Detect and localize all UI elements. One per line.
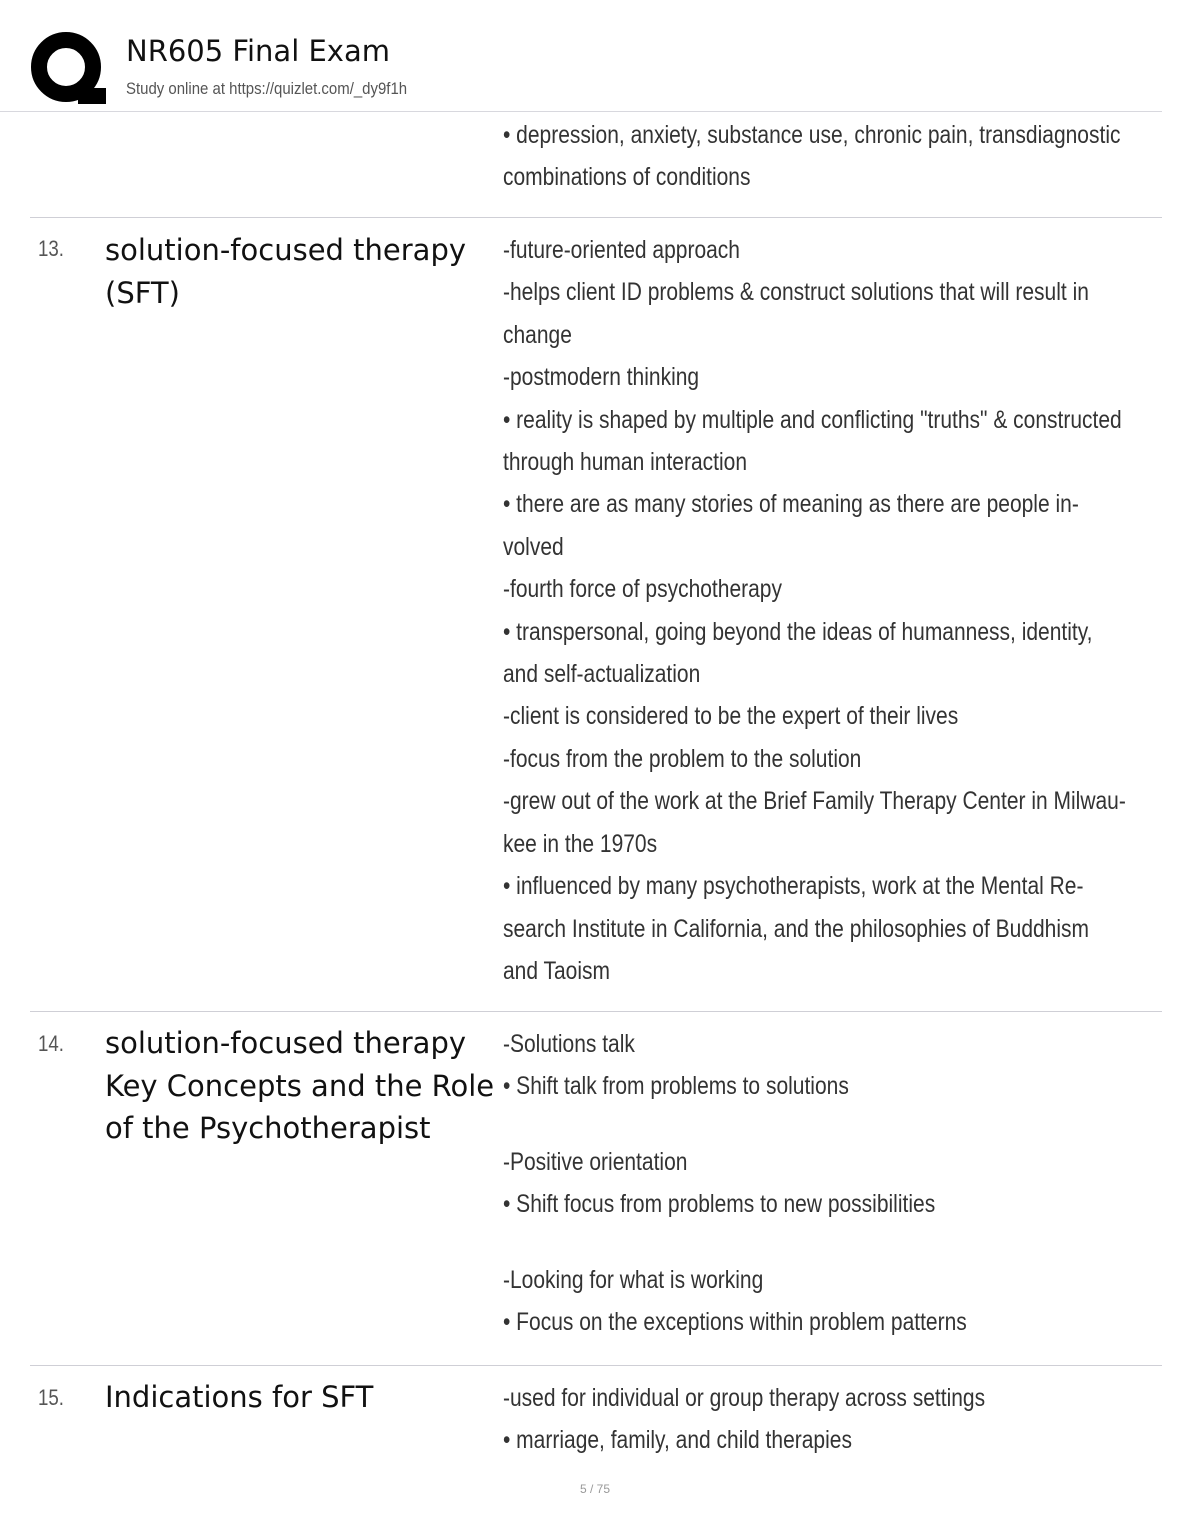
card-divider xyxy=(30,217,1162,218)
header-divider xyxy=(0,111,1162,112)
page-number: 5 / 75 xyxy=(579,1482,611,1496)
card-definition xyxy=(503,1023,1141,1343)
card-divider xyxy=(30,1365,1162,1366)
definition-line: -future-oriented approach xyxy=(503,236,740,264)
study-online-link[interactable]: Study online at https://quizlet.com/_dy9f1h xyxy=(126,79,408,98)
definition-line: -helps client ID problems & construct solutions that will result in xyxy=(503,278,1089,307)
definition-line: and Taoism xyxy=(503,956,611,985)
definition-line: combinations of conditions xyxy=(503,163,751,192)
definition-line: -used for individual or group therapy across settings xyxy=(503,1384,986,1412)
card-number: 13. xyxy=(38,236,65,261)
definition-line: • transpersonal, going beyond the ideas of humanness, identity, xyxy=(503,617,1093,646)
definition-line: • Shift focus from problems to new possibilities xyxy=(503,1190,936,1219)
definition-line: through human interaction xyxy=(503,448,747,477)
definition-line: • reality is shaped by multiple and conflicting "truths" & constructed xyxy=(503,405,1122,434)
definition-line: • there are as many stories of meaning as there are people in- xyxy=(503,490,1079,519)
definition-line: -grew out of the work at the Brief Family Therapy Center in Milwau- xyxy=(503,787,1126,816)
definition-line: • marriage, family, and child therapies xyxy=(503,1426,852,1455)
card-number: 14. xyxy=(38,1031,65,1056)
card-term: solution-focused therapy (SFT) xyxy=(105,233,467,310)
card-number: 15. xyxy=(38,1385,65,1410)
card-divider xyxy=(30,1011,1162,1012)
definition-line: volved xyxy=(503,532,564,561)
definition-line: • Focus on the exceptions within problem patterns xyxy=(503,1308,967,1337)
definition-line: change xyxy=(503,320,572,349)
definition-line: -postmodern thinking xyxy=(503,363,700,392)
definition-line: -Solutions talk xyxy=(503,1030,635,1058)
document-title: NR605 Final Exam xyxy=(126,34,390,68)
definition-line: • depression, anxiety, substance use, chronic pain, transdiagnostic xyxy=(503,121,1121,149)
definition-line: -fourth force of psychotherapy xyxy=(503,575,782,604)
quizlet-logo-icon xyxy=(30,30,108,108)
definition-line: -Positive orientation xyxy=(503,1147,688,1176)
definition-line: kee in the 1970s xyxy=(503,829,658,858)
definition-spacer xyxy=(503,1226,1141,1259)
card-term: Indications for SFT xyxy=(105,1380,374,1414)
definition-line: -client is considered to be the expert of their lives xyxy=(503,702,959,731)
card-definition xyxy=(503,114,1141,199)
definition-line: -Looking for what is working xyxy=(503,1265,764,1294)
definition-line: • influenced by many psychotherapists, work at the Mental Re- xyxy=(503,872,1084,901)
definition-line: -focus from the problem to the solution xyxy=(503,744,862,773)
card-term: solution-focused therapy Key Concepts and the Role of the Psychotherapist xyxy=(105,1026,495,1145)
definition-line: search Institute in California, and the philosophies of Buddhism xyxy=(503,914,1090,943)
definition-line: • Shift talk from problems to solutions xyxy=(503,1072,849,1101)
card-definition xyxy=(503,1377,1141,1462)
definition-line: and self-actualization xyxy=(503,660,701,689)
card-definition xyxy=(503,229,1141,992)
definition-spacer xyxy=(503,1108,1141,1141)
